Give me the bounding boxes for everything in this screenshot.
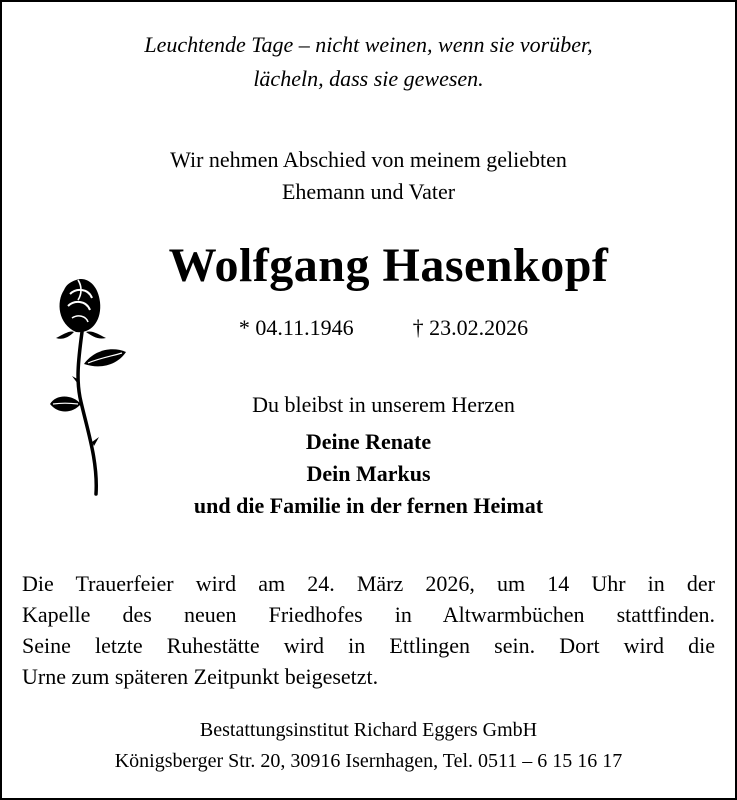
funeral-home-address: Königsberger Str. 20, 30916 Isernhagen, Tel. 0511 – 6 15 16 17 <box>114 750 623 772</box>
birth-date: * 04.11.1946 <box>238 315 354 340</box>
motto-line-1: Leuchtende Tage – nicht weinen, wenn sie vorüber, <box>144 32 593 57</box>
notice-line-2: Kapelle des neuen Friedhofes in Altwarmbüchen stattfinden. <box>22 602 715 627</box>
funeral-notice <box>22 568 715 692</box>
motto-line-2: lächeln, dass sie gewesen. <box>253 66 484 91</box>
notice-line-4: Urne zum späteren Zeitpunkt beigesetzt. <box>22 664 379 689</box>
mourner-1: Deine Renate <box>305 429 432 454</box>
deceased-name: Wolfgang Hasenkopf <box>168 239 609 292</box>
funeral-home-name: Bestattungsinstitut Richard Eggers GmbH <box>199 719 538 741</box>
death-date: † 23.02.2026 <box>412 315 529 340</box>
mourner-3: und die Familie in der fernen Heimat <box>193 493 544 518</box>
notice-line-1: Die Trauerfeier wird am 24. März 2026, um 14 Uhr in der <box>22 571 715 596</box>
mourner-2: Dein Markus <box>306 461 431 486</box>
farewell-line: Du bleibst in unserem Herzen <box>252 392 515 417</box>
notice-line-3: Seine letzte Ruhestätte wird in Ettlingen sein. Dort wird die <box>22 633 715 658</box>
intro-line-1: Wir nehmen Abschied von meinem geliebten <box>170 147 567 172</box>
intro-line-2: Ehemann und Vater <box>281 179 456 204</box>
rose-icon <box>48 272 128 497</box>
life-dates <box>32 315 735 341</box>
